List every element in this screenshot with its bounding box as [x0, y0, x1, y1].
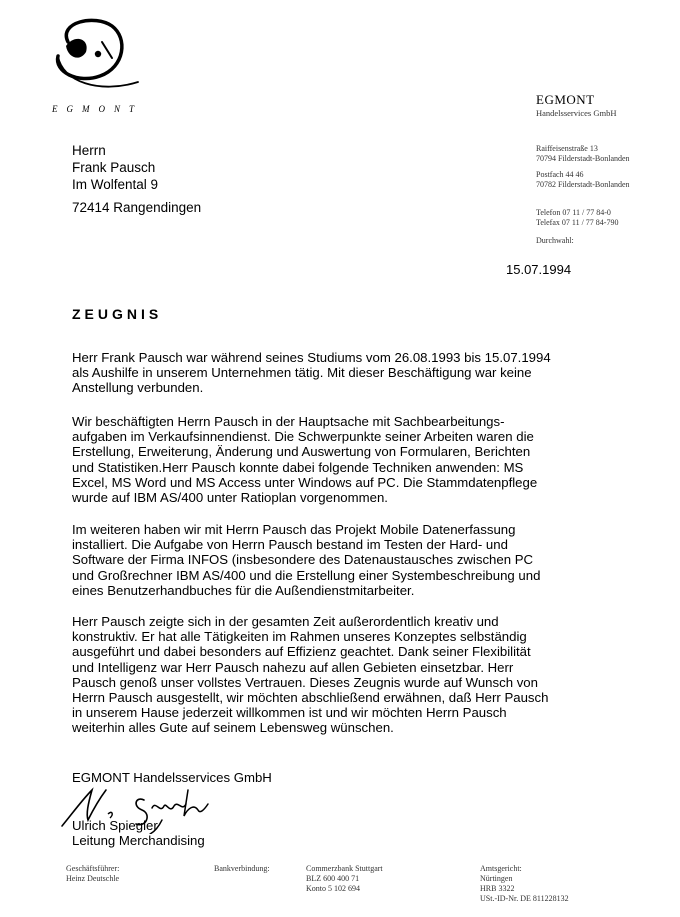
address-line: Raiffeisenstraße 13	[536, 144, 598, 153]
company-phone	[536, 208, 618, 228]
phone-line: Telefon 07 11 / 77 84-0	[536, 208, 611, 217]
footer-court	[480, 864, 569, 904]
footer-value: HRB 3322	[480, 884, 515, 893]
text-line: als Aushilfe in unserem Unternehmen tätig. Mit dieser Beschäftigung war keine	[72, 365, 532, 381]
footer-value: Nürtingen	[480, 874, 513, 883]
text-line: konstruktiv. Er hat alle Tätigkeiten im Rahmen unseres Konzeptes selbständig	[72, 629, 527, 645]
fax-line: Telefax 07 11 / 77 84-790	[536, 218, 619, 227]
footer-label: Geschäftsführer:	[66, 864, 120, 873]
signatory	[72, 818, 205, 848]
text-line: Erstellung, Erweiterung, Änderung und Auswertung von Formularen, Berichten	[72, 444, 531, 460]
text-line: und Statistiken.Herr Pausch konnte dabei folgende Techniken anwenden: MS	[72, 459, 524, 475]
footer-bank	[306, 864, 383, 894]
postbox-line: 70782 Filderstadt-Bonlanden	[536, 180, 630, 189]
company-postbox	[536, 170, 630, 190]
extension-label: Durchwahl:	[536, 236, 574, 245]
signatory-name: Ulrich Spiegler	[72, 818, 158, 833]
body-paragraph	[72, 414, 592, 505]
company-address	[536, 144, 630, 164]
text-line: Pausch genoß unser vollstes Vertrauen. Dieses Zeugnis wurde auf Wunsch von	[72, 674, 538, 690]
address-line: 70794 Filderstadt-Bonlanden	[536, 154, 630, 163]
text-line: wurde auf IBM AS/400 unter Ratioplan vorgenommen.	[72, 490, 388, 506]
company-name: EGMONT	[536, 92, 595, 107]
footer-value: BLZ 600 400 71	[306, 874, 360, 883]
text-line: Software der Firma INFOS (insbesondere des Datenaustausches zwischen PC	[72, 552, 534, 568]
text-line: Wir beschäftigten Herrn Pausch in der Hauptsache mit Sachbearbeitungs-	[72, 414, 505, 429]
text-line: Excel, MS Word und MS Access unter Windows auf PC. Die Stammdatenpflege	[72, 474, 538, 490]
footer-label: Amtsgericht:	[480, 864, 522, 873]
text-line: Herrn Pausch ausgestellt, wir möchten abschließend erwähnen, daß Herr Pausch	[72, 690, 549, 706]
logo-wordmark: EGMONT	[52, 104, 144, 114]
text-line: Herr Pausch zeigte sich in der gesamten Zeit außerordentlich kreativ und	[72, 614, 499, 629]
footer-managing-director	[66, 864, 119, 884]
body-paragraph	[72, 350, 592, 396]
company-subtitle: Handelsservices GmbH	[536, 108, 617, 118]
text-line: Herr Frank Pausch war während seines Studiums vom 26.08.1993 bis 15.07.1994	[72, 350, 551, 365]
letter-date: 15.07.1994	[506, 262, 572, 277]
body-paragraph	[72, 522, 592, 598]
document-title: ZEUGNIS	[72, 306, 163, 322]
footer-value: Konto 5 102 694	[306, 884, 360, 893]
text-line: Anstellung verbunden.	[72, 380, 204, 396]
recipient-line: Frank Pausch	[72, 160, 156, 175]
footer-value: USt.-ID-Nr. DE 811228132	[480, 894, 569, 903]
text-line: installiert. Die Aufgabe von Herrn Pausch bestand im Testen der Hard- und	[72, 537, 508, 553]
postbox-line: Postfach 44 46	[536, 170, 584, 179]
text-line: ausgeführt und dabei besonders auf Effizienz geachtet. Dank seiner Flexibilität	[72, 644, 531, 660]
body-paragraph	[72, 614, 592, 736]
recipient-address	[72, 142, 158, 193]
signature-company: EGMONT Handelsservices GmbH	[72, 770, 272, 785]
text-line: eines Benutzerhandbuches für die Außendienstmitarbeiter.	[72, 582, 415, 598]
signatory-role: Leitung Merchandising	[72, 833, 205, 848]
footer-value: Heinz Deutschle	[66, 874, 120, 883]
recipient-line: Herrn	[72, 143, 106, 158]
text-line: weiterhin alles Gute auf seinem Lebensweg wünschen.	[72, 720, 394, 736]
recipient-city: 72414 Rangendingen	[72, 200, 202, 215]
egmont-logo	[40, 12, 140, 100]
recipient-line: Im Wolfental 9	[72, 177, 159, 192]
footer-value: Commerzbank Stuttgart	[306, 864, 383, 873]
text-line: aufgaben im Verkaufsinnendienst. Die Schwerpunkte seiner Arbeiten waren die	[72, 429, 534, 445]
text-line: und Großrechner IBM AS/400 und die Erstellung einer Systembeschreibung und	[72, 567, 541, 583]
text-line: in unserem Hause jederzeit willkommen ist und wir möchten Herrn Pausch	[72, 705, 507, 721]
text-line: und Intelligenz war Herr Pausch nahezu auf allen Gebieten einsetzbar. Herr	[72, 659, 514, 675]
footer-bank-label: Bankverbindung:	[214, 864, 270, 873]
text-line: Im weiteren haben wir mit Herrn Pausch das Projekt Mobile Datenerfassung	[72, 522, 516, 537]
